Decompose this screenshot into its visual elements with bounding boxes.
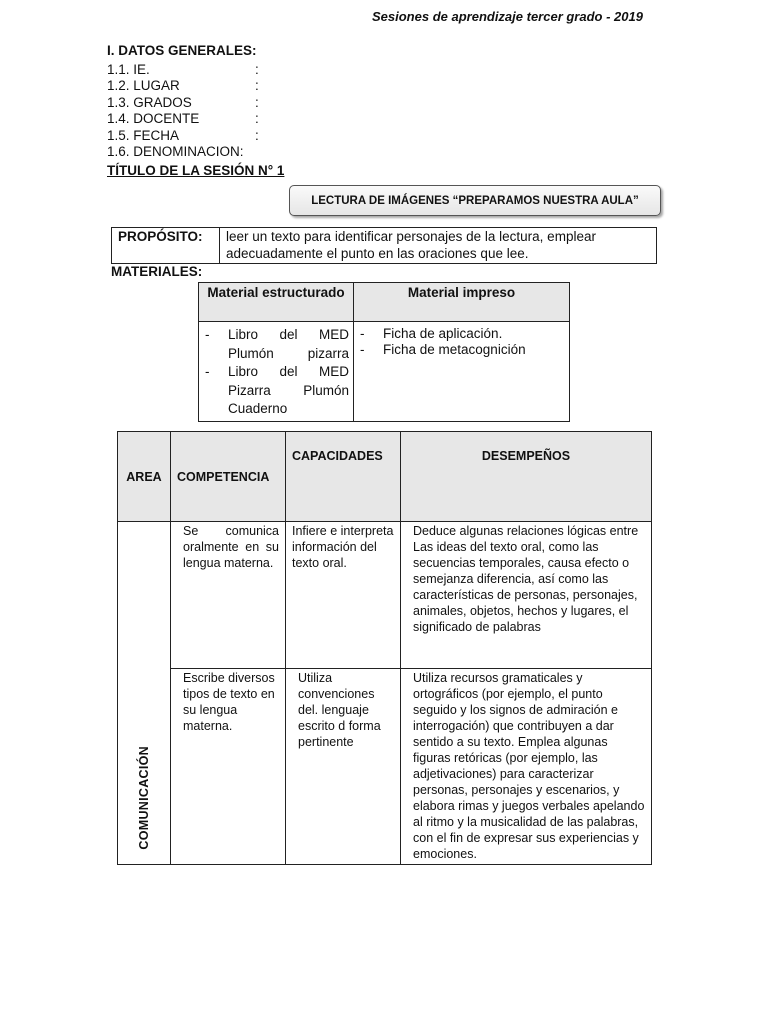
capacidades-cell: Infiere e interpreta información del texto oral. — [286, 522, 401, 669]
session-banner: LECTURA DE IMÁGENES “PREPARAMOS NUESTRA AULA” — [289, 185, 661, 216]
materials-table — [198, 282, 570, 422]
area-label: COMUNICACIÓN — [137, 746, 151, 850]
general-item-label: 1.4. DOCENTE — [107, 111, 200, 127]
materials-printed-item: - Ficha de aplicación. — [358, 326, 565, 342]
desempenos-cell: Utiliza recursos gramaticales y ortográficos (por ejemplo, el punto seguido y los signos de admiración e interrogación) que contribuyen a dar sentido a su texto. Emplea algunas figuras retóricas (por ejemplo, las adjetivaciones) para caracterizar personas, personajes y escenarios, y elabora rimas y juegos verbales apelando al ritmo y la musicalidad de las palabras, con el fin de expresar sus experiencias y emociones. — [401, 669, 652, 865]
general-item-label: 1.6. DENOMINACION: — [107, 143, 244, 159]
header-area: AREA — [118, 432, 171, 522]
general-item-ie — [107, 62, 307, 78]
document-header-title: Sesiones de aprendizaje tercer grado - 2019 — [372, 9, 643, 24]
general-item-label: 1.2. LUGAR — [107, 78, 180, 94]
general-item-label: 1.5. FECHA — [107, 127, 180, 143]
materials-header-structured: Material estructurado — [199, 283, 354, 322]
header-competencia: COMPETENCIA — [171, 432, 286, 522]
general-item-label: 1.3. GRADOS — [107, 94, 192, 110]
general-data-list — [107, 62, 307, 160]
general-item-colon: : — [255, 111, 259, 127]
competencia-cell: Se comunica oralmente en su lengua materna. — [171, 522, 286, 669]
general-item-colon: : — [255, 62, 259, 77]
materials-title: MATERIALES: — [111, 264, 203, 279]
general-item-denominacion — [107, 144, 307, 160]
materials-printed-cell — [354, 322, 570, 422]
materials-printed-item: - Ficha de metacognición — [358, 342, 565, 358]
general-data-title: I. DATOS GENERALES: — [107, 43, 257, 58]
general-item-fecha — [107, 128, 307, 144]
competencies-table — [117, 431, 652, 865]
competencia-cell: Escribe diversos tipos de texto en su lengua materna. — [171, 669, 286, 865]
general-item-grados — [107, 95, 307, 111]
purpose-table — [111, 227, 657, 264]
header-desempenos: DESEMPEÑOS — [401, 432, 652, 522]
materials-structured-item: - Libro del MED Plumón pizarra — [203, 326, 349, 363]
general-item-lugar — [107, 78, 307, 94]
general-item-colon: : — [255, 127, 259, 143]
general-item-docente — [107, 111, 307, 127]
purpose-label: PROPÓSITO: — [112, 228, 220, 264]
general-item-colon: : — [255, 94, 259, 110]
materials-structured-cell — [199, 322, 354, 422]
general-item-label: 1.1. IE. — [107, 62, 150, 77]
header-capacidades: CAPACIDADES — [286, 432, 401, 522]
purpose-text: leer un texto para identificar personajes de la lectura, emplear adecuadamente el punto en las oraciones que lee. — [220, 228, 657, 264]
desempenos-cell: Deduce algunas relaciones lógicas entre Las ideas del texto oral, como las secuencias temporales, causa efecto o semejanza diferencia, así como las características de personas, personajes, animales, objetos, hechos y lugares, el significado de palabras — [401, 522, 652, 669]
general-item-colon: : — [255, 78, 259, 94]
capacidades-cell: Utiliza convenciones del. lenguaje escrito d forma pertinente — [286, 669, 401, 865]
area-cell — [118, 522, 171, 865]
materials-structured-item: - Libro del MED Pizarra Plumón Cuaderno — [203, 363, 349, 419]
session-title: TÍTULO DE LA SESIÓN N° 1 — [107, 163, 285, 178]
materials-header-printed: Material impreso — [354, 283, 570, 322]
